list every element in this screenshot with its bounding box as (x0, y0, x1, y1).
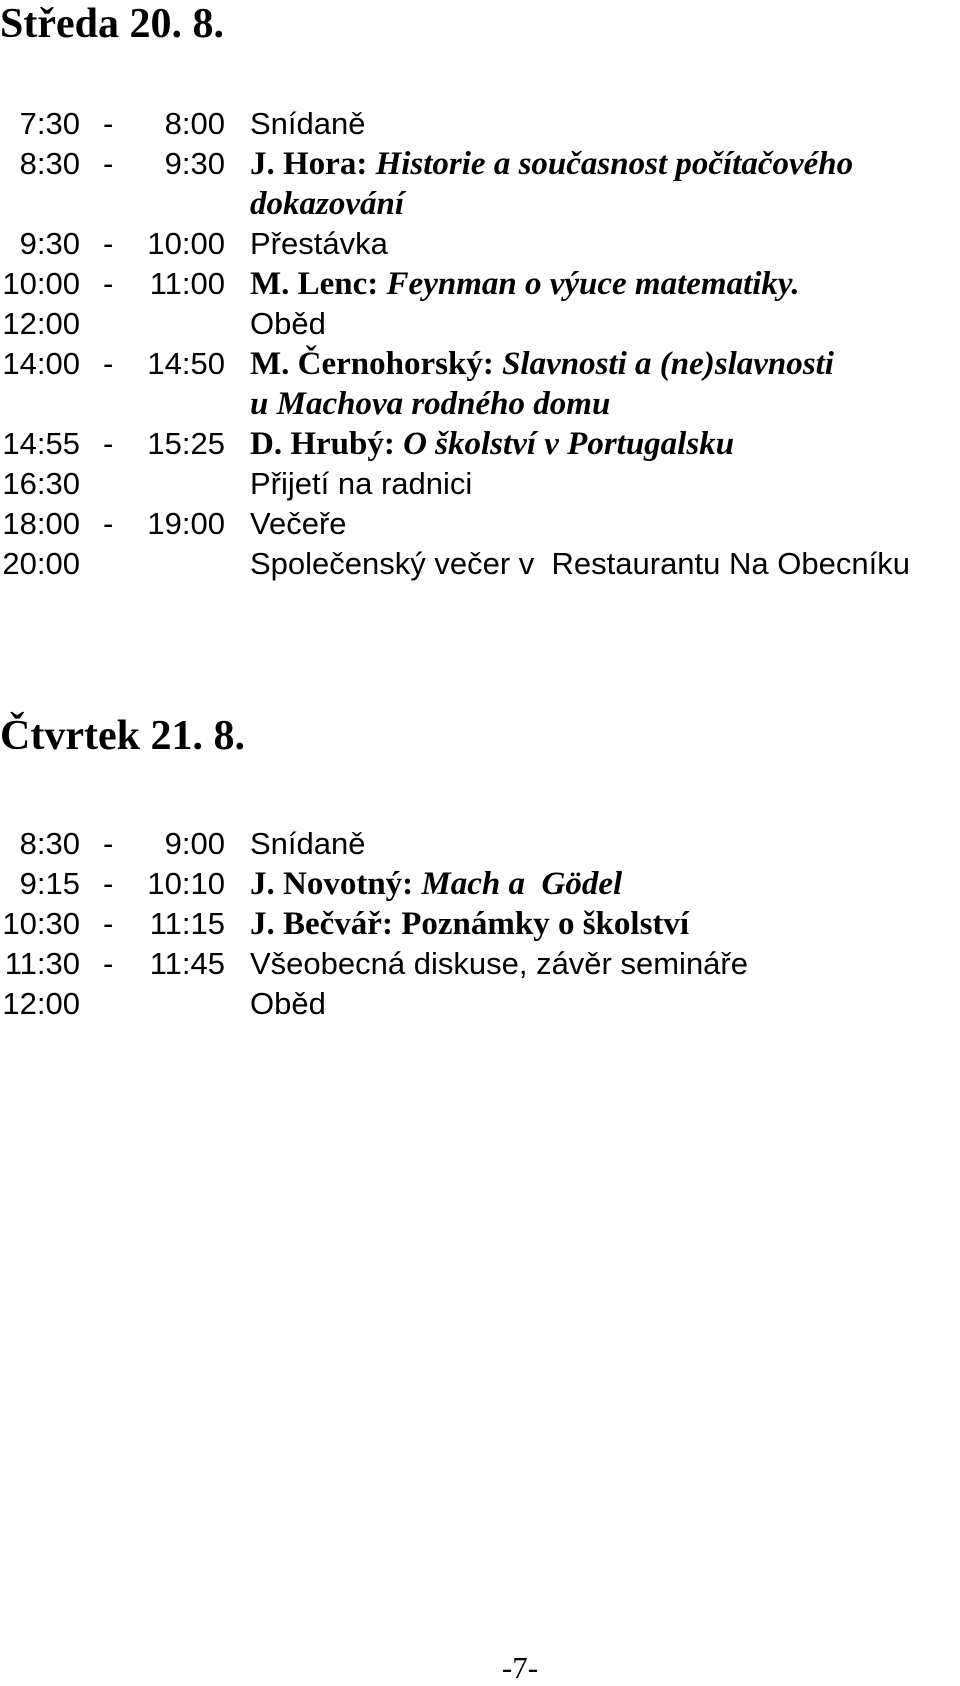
time-end: 15:25 (147, 426, 225, 461)
event-text: Společenský večer v Restaurantu Na Obecníku (250, 546, 910, 581)
time-start: 18:00 (2, 506, 80, 541)
time-start: 14:55 (2, 426, 80, 461)
event-talk (250, 424, 734, 464)
time-end: 14:50 (147, 346, 225, 381)
time-dash: - (103, 826, 114, 861)
event-talk (250, 264, 800, 304)
talk-title: Feynman o výuce matematiky. (386, 266, 800, 302)
speaker-name: D. Hrubý: (250, 426, 395, 462)
talk-title-continuation: dokazování (250, 186, 405, 222)
time-start: 14:00 (2, 346, 80, 381)
talk-title: Poznámky o školství (401, 906, 690, 942)
time-dash: - (103, 906, 114, 941)
event-text: Oběd (250, 986, 326, 1021)
event-text: Přestávka (250, 226, 388, 261)
event-text: Přijetí na radnici (250, 466, 473, 501)
speaker-name: J. Hora: (250, 146, 368, 182)
event-text: Oběd (250, 306, 326, 341)
time-end: 8:00 (164, 106, 225, 141)
talk-title-continuation: u Machova rodného domu (250, 386, 611, 422)
time-start: 9:30 (19, 226, 80, 261)
event-talk (250, 344, 834, 384)
time-end: 19:00 (147, 506, 225, 541)
day-heading-thursday: Čtvrtek 21. 8. (0, 713, 245, 759)
speaker-name: M. Černohorský: (250, 346, 494, 382)
time-start: 11:30 (4, 946, 80, 981)
time-start: 10:00 (2, 266, 80, 301)
time-dash: - (103, 226, 114, 261)
speaker-name: M. Lenc: (250, 266, 379, 302)
page-number: -7- (501, 1650, 539, 1685)
event-text: Večeře (250, 506, 347, 541)
time-dash: - (103, 266, 114, 301)
time-end: 10:10 (147, 866, 225, 901)
time-start: 10:30 (2, 906, 80, 941)
time-start: 7:30 (19, 106, 80, 141)
time-dash: - (103, 866, 114, 901)
time-end: 9:30 (164, 146, 225, 181)
time-end: 11:00 (149, 266, 225, 301)
talk-title: Slavnosti a (ne)slavnosti (502, 346, 834, 382)
time-dash: - (103, 106, 114, 141)
event-text: Snídaně (250, 106, 366, 141)
time-start: 12:00 (2, 306, 80, 341)
time-dash: - (103, 946, 114, 981)
talk-title: Historie a současnost počítačového (375, 146, 854, 182)
speaker-name: J. Bečvář: (250, 906, 393, 942)
time-dash: - (103, 346, 114, 381)
time-dash: - (103, 426, 114, 461)
event-text: Snídaně (250, 826, 366, 861)
event-talk (250, 864, 622, 904)
time-dash: - (103, 506, 114, 541)
time-start: 9:15 (19, 866, 80, 901)
time-start: 12:00 (2, 986, 80, 1021)
speaker-name: J. Novotný: (250, 866, 414, 902)
time-end: 10:00 (147, 226, 225, 261)
time-start: 20:00 (2, 546, 80, 581)
time-end: 9:00 (164, 826, 225, 861)
event-talk (250, 904, 689, 944)
time-start: 16:30 (2, 466, 80, 501)
time-start: 8:30 (19, 146, 80, 181)
talk-title: Mach a Gödel (421, 866, 623, 902)
time-dash: - (103, 146, 114, 181)
time-end: 11:45 (149, 946, 225, 981)
day-heading-wednesday: Středa 20. 8. (0, 1, 224, 47)
talk-title: O školství v Portugalsku (403, 426, 735, 462)
time-start: 8:30 (19, 826, 80, 861)
time-end: 11:15 (149, 906, 225, 941)
event-text: Všeobecná diskuse, závěr semináře (250, 946, 748, 981)
event-talk (250, 144, 853, 184)
